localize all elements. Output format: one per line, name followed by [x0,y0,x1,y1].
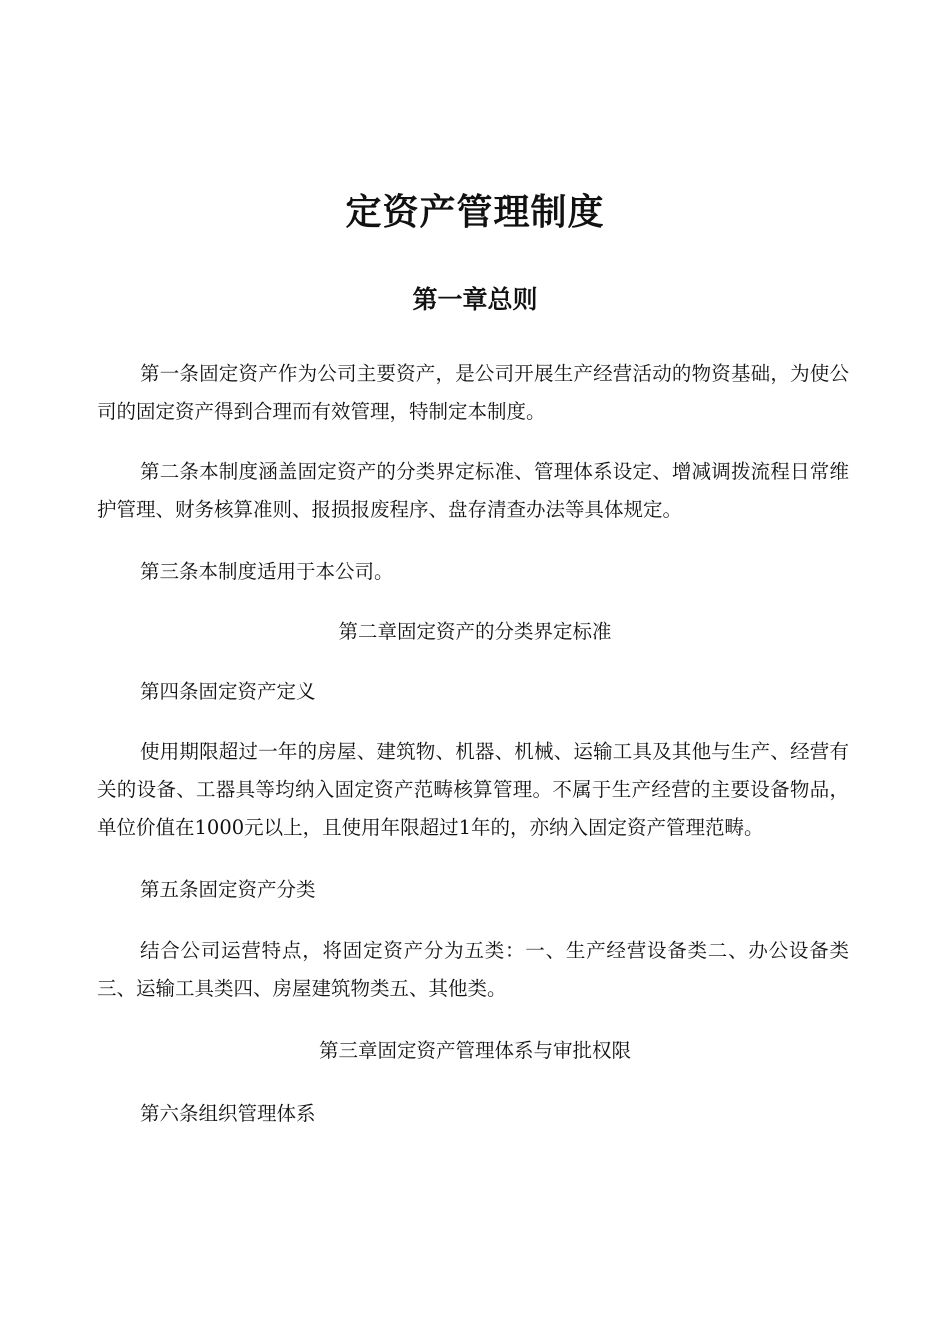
article-4-title: 第四条固定资产定义 [140,680,316,703]
document-title: 定资产管理制度 [345,192,605,233]
article-4-paragraph: 使用期限超过一年的房屋、建筑物、机器、机械、运输工具及其他与生产、经营有关的设备、工器具等均纳入固定资产范畴核算管理。不属于生产经营的主要设备物品，单位价值在1000元以上，且使用年限超过1年的，亦纳入固定资产管理范畴。 [97,740,849,839]
chapter-1-heading: 第一章总则 [412,285,538,314]
article-5-paragraph: 结合公司运营特点，将固定资产分为五类：一、生产经营设备类二、办公设备类三、运输工具类四、房屋建筑物类五、其他类。 [97,939,849,1000]
article-2-paragraph: 第二条本制度涵盖固定资产的分类界定标准、管理体系设定、增减调拨流程日常维护管理、财务核算准则、报损报废程序、盘存清查办法等具体规定。 [97,460,849,521]
chapter-2-heading: 第二章固定资产的分类界定标准 [338,620,612,643]
article-6-title: 第六条组织管理体系 [140,1102,316,1125]
article-3-paragraph: 第三条本制度适用于本公司。 [140,560,394,583]
article-5-title: 第五条固定资产分类 [140,878,316,901]
chapter-3-heading: 第三章固定资产管理体系与审批权限 [318,1039,631,1062]
article-1-paragraph: 第一条固定资产作为公司主要资产，是公司开展生产经营活动的物资基础，为使公司的固定资产得到合理而有效管理，特制定本制度。 [97,362,849,423]
